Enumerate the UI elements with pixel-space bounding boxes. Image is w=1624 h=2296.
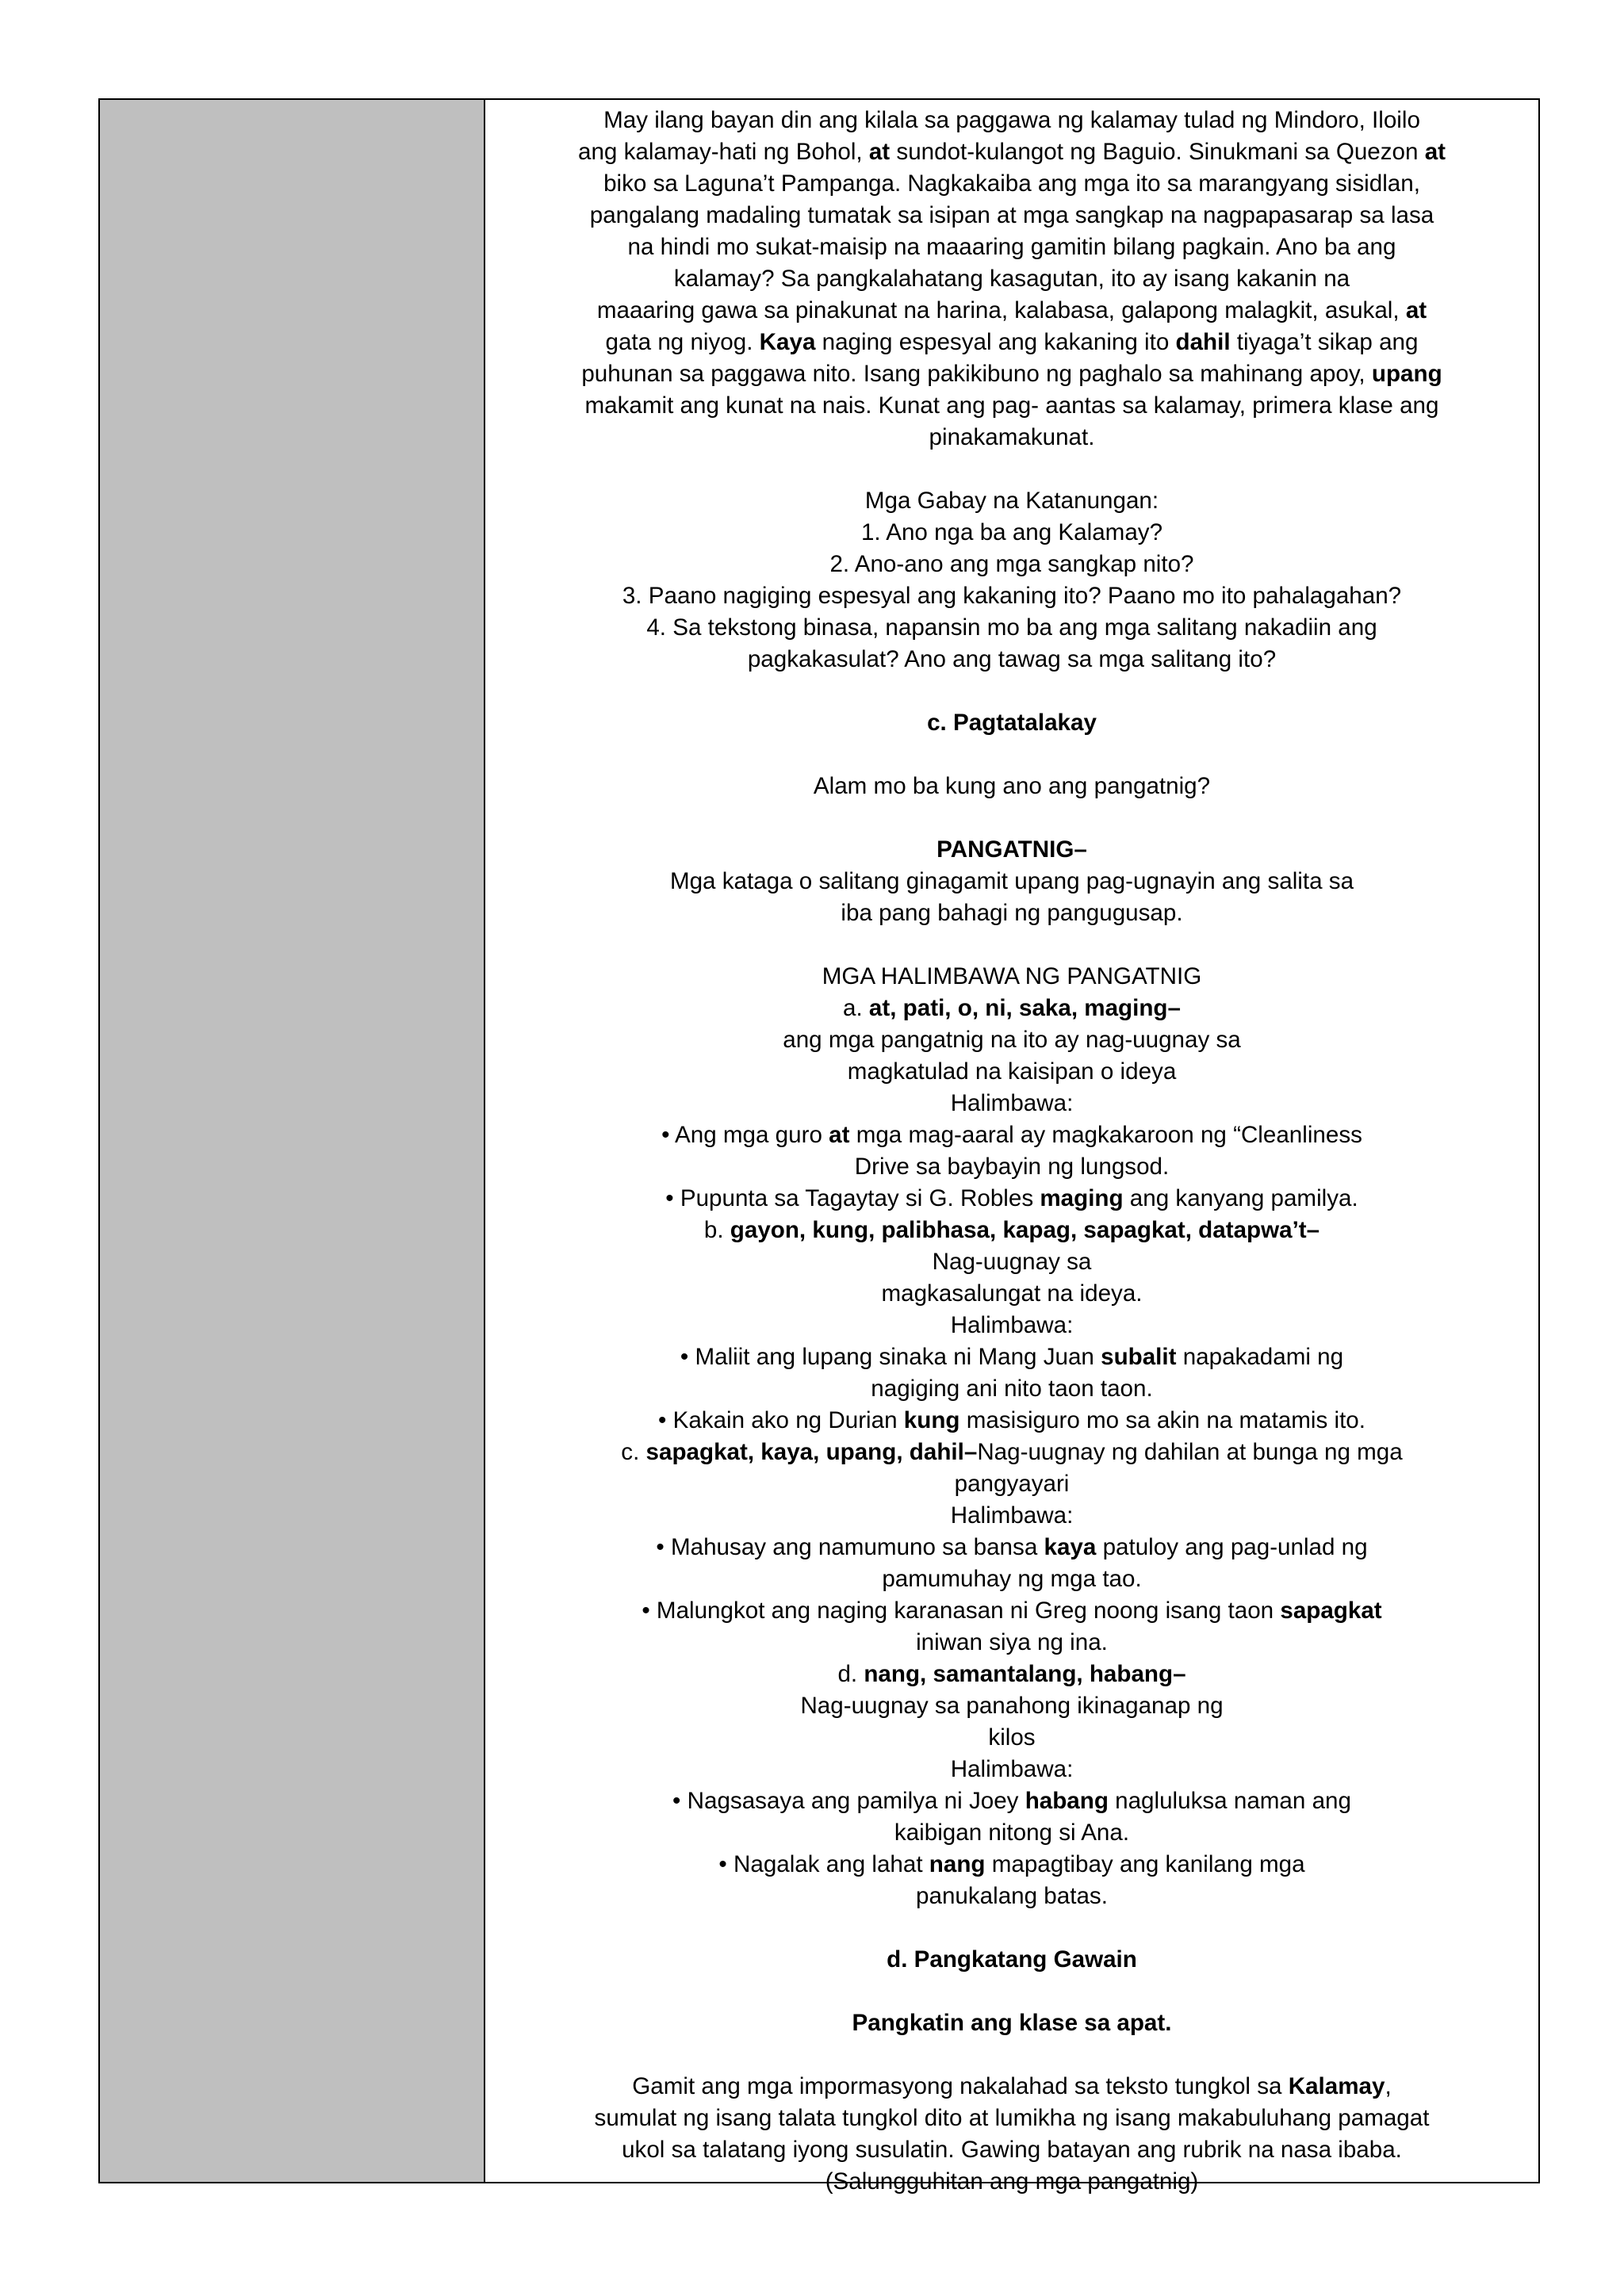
text-line: 4. Sa tekstong binasa, napansin mo ba ang mga salitang nakadiin ang [646, 614, 1377, 641]
text-line [501, 834, 1522, 866]
text-line: pangyayari [954, 1471, 1070, 1497]
text-line: (Salungguhitan ang mga pangatnig) [825, 2168, 1199, 2195]
text-line [501, 1944, 1522, 1976]
text-line: Mga Gabay na Katanungan: [864, 488, 1159, 514]
text-line: Nag-uugnay sa panahong ikinaganap ng [800, 1693, 1224, 1719]
text-line: 2. Ano-ano ang mga sangkap nito? [829, 551, 1194, 577]
bold-text: c. Pagtatalakay [927, 710, 1097, 736]
bold-text: nang [929, 1851, 986, 1877]
text-line: Halimbawa: [950, 1756, 1074, 1782]
text-line: May ilang bayan din ang kilala sa paggawa ng kalamay tulad ng Mindoro, Iloilo [603, 107, 1420, 133]
bold-text: at [1405, 297, 1427, 323]
bold-text: at, pati, o, ni, saka, maging– [868, 995, 1181, 1021]
text-line: • Nagalak ang lahat nang mapagtibay ang kanilang mga [718, 1851, 1305, 1877]
text-line: sumulat ng isang talata tungkol dito at lumikha ng isang makabuluhang pamagat [594, 2105, 1430, 2131]
text-line: • Mahusay ang namumuno sa bansa kaya patuloy ang pag-unlad ng [656, 1534, 1368, 1560]
task-paragraph [501, 2071, 1522, 2198]
bold-text: at [868, 139, 891, 165]
group-instruction [501, 2007, 1522, 2039]
text-line: Drive sa baybayin ng lungsod. [854, 1154, 1170, 1180]
text-line: pangalang madaling tumatak sa isipan at mga sangkap na nagpapasarap sa lasa [589, 202, 1434, 228]
bold-text: maging [1040, 1185, 1124, 1211]
text-line: kaibigan nitong si Ana. [894, 1820, 1130, 1846]
text-line: ukol sa talatang iyong susulatin. Gawing batayan ang rubrik na nasa ibaba. [622, 2137, 1402, 2163]
text-line: 1. Ano nga ba ang Kalamay? [860, 519, 1163, 545]
text-line: MGA HALIMBAWA NG PANGATNIG [822, 963, 1202, 989]
bold-text: nang, samantalang, habang– [864, 1661, 1186, 1687]
bold-text: dahil [1175, 329, 1231, 355]
text-line: puhunan sa paggawa nito. Isang pakikibuno ng paghalo sa mahinang apoy, upang [581, 361, 1442, 387]
text-line: Nag-uugnay sa [932, 1249, 1092, 1275]
text-line: Halimbawa: [950, 1312, 1074, 1338]
content-column [485, 100, 1538, 2195]
bold-text: kaya [1044, 1534, 1097, 1560]
text-line: ang kalamay-hati ng Bohol, at sundot-kulangot ng Baguio. Sinukmani sa Quezon at [577, 139, 1446, 165]
text-line: pinakamakunat. [929, 424, 1095, 450]
bold-text: subalit [1101, 1344, 1177, 1370]
text-line: maaaring gawa sa pinakunat na harina, kalabasa, galapong malagkit, asukal, at [596, 297, 1427, 323]
bold-text: Kaya [759, 329, 816, 355]
text-line: c. sapagkat, kaya, upang, dahil–Nag-uugnay ng dahilan at bunga ng mga [621, 1439, 1403, 1465]
left-column-shaded [100, 100, 485, 2182]
text-line [501, 2007, 1522, 2039]
bold-text: habang [1025, 1788, 1109, 1814]
bold-text: d. Pangkatang Gawain [887, 1946, 1137, 1973]
text-line: a. at, pati, o, ni, saka, maging– [843, 995, 1181, 1021]
text-line: gata ng niyog. Kaya naging espesyal ang kakaning ito dahil tiyaga’t sikap ang [605, 329, 1419, 355]
bold-text: gayon, kung, palibhasa, kapag, sapagkat, datapwa’t– [730, 1217, 1320, 1243]
text-line: • Maliit ang lupang sinaka ni Mang Juan subalit napakadami ng [680, 1344, 1344, 1370]
text-line: kilos [988, 1724, 1036, 1751]
intro-paragraph [501, 105, 1522, 453]
text-line: Halimbawa: [950, 1502, 1074, 1529]
text-line: Halimbawa: [950, 1090, 1074, 1116]
bold-text: Pangkatin ang klase sa apat. [852, 2010, 1172, 2036]
text-line: d. nang, samantalang, habang– [837, 1661, 1186, 1687]
pangatnig-examples [501, 961, 1522, 1912]
pangatnig-definition [501, 834, 1522, 929]
text-line: 3. Paano nagiging espesyal ang kakaning ito? Paano mo ito pahalagahan? [622, 583, 1402, 609]
text-line: • Nagsasaya ang pamilya ni Joey habang nagluluksa naman ang [672, 1788, 1351, 1814]
bold-text: at [829, 1122, 850, 1148]
text-line: makamit ang kunat na nais. Kunat ang pag- aantas sa kalamay, primera klase ang [584, 392, 1439, 419]
text-line: • Ang mga guro at mga mag-aaral ay magkakaroon ng “Cleanliness [661, 1122, 1362, 1148]
text-line: • Pupunta sa Tagaytay si G. Robles maging ang kanyang pamilya. [665, 1185, 1358, 1211]
text-line: ang mga pangatnig na ito ay nag-uugnay sa [783, 1027, 1241, 1053]
text-line: Alam mo ba kung ano ang pangatnig? [813, 773, 1211, 799]
text-line: Gamit ang mga impormasyong nakalahad sa teksto tungkol sa Kalamay, [632, 2073, 1392, 2099]
bold-text: kung [903, 1407, 960, 1433]
text-line: nagiging ani nito taon taon. [871, 1376, 1153, 1402]
text-line: b. gayon, kung, palibhasa, kapag, sapagkat, datapwa’t– [703, 1217, 1320, 1243]
text-line: iniwan siya ng ina. [916, 1629, 1108, 1655]
bold-text: Kalamay [1288, 2073, 1385, 2099]
bold-text: at [1424, 139, 1446, 165]
section-c-heading [501, 707, 1522, 739]
text-line: iba pang bahagi ng pangugusap. [841, 900, 1183, 926]
bold-text: sapagkat, kaya, upang, dahil– [645, 1439, 978, 1465]
bold-text: PANGATNIG– [936, 836, 1087, 863]
text-line: pagkakasulat? Ano ang tawag sa mga salitang ito? [747, 646, 1277, 672]
text-line: panukalang batas. [916, 1883, 1108, 1909]
bold-text: sapagkat [1280, 1598, 1382, 1624]
text-line: magkatulad na kaisipan o ideya [847, 1058, 1177, 1085]
guide-questions [501, 485, 1522, 675]
text-line: na hindi mo sukat-maisip na maaaring gamitin bilang pagkain. Ano ba ang [627, 234, 1396, 260]
question-line [501, 771, 1522, 802]
bold-text: upang [1371, 361, 1442, 387]
section-d-heading [501, 1944, 1522, 1976]
text-line [501, 707, 1522, 739]
text-line: kalamay? Sa pangkalahatang kasagutan, ito ay isang kakanin na [673, 266, 1350, 292]
text-line: biko sa Laguna’t Pampanga. Nagkakaiba ang mga ito sa marangyang sisidlan, [603, 170, 1420, 197]
text-line: Mga kataga o salitang ginagamit upang pag-ugnayin ang salita sa [669, 868, 1354, 894]
text-line: • Malungkot ang naging karanasan ni Greg noong isang taon sapagkat [642, 1598, 1382, 1624]
lesson-table [98, 98, 1540, 2195]
text-line: • Kakain ako ng Durian kung masisiguro mo sa akin na matamis ito. [658, 1407, 1365, 1433]
text-line: magkasalungat na ideya. [881, 1280, 1143, 1307]
text-line: pamumuhay ng mga tao. [882, 1566, 1142, 1592]
